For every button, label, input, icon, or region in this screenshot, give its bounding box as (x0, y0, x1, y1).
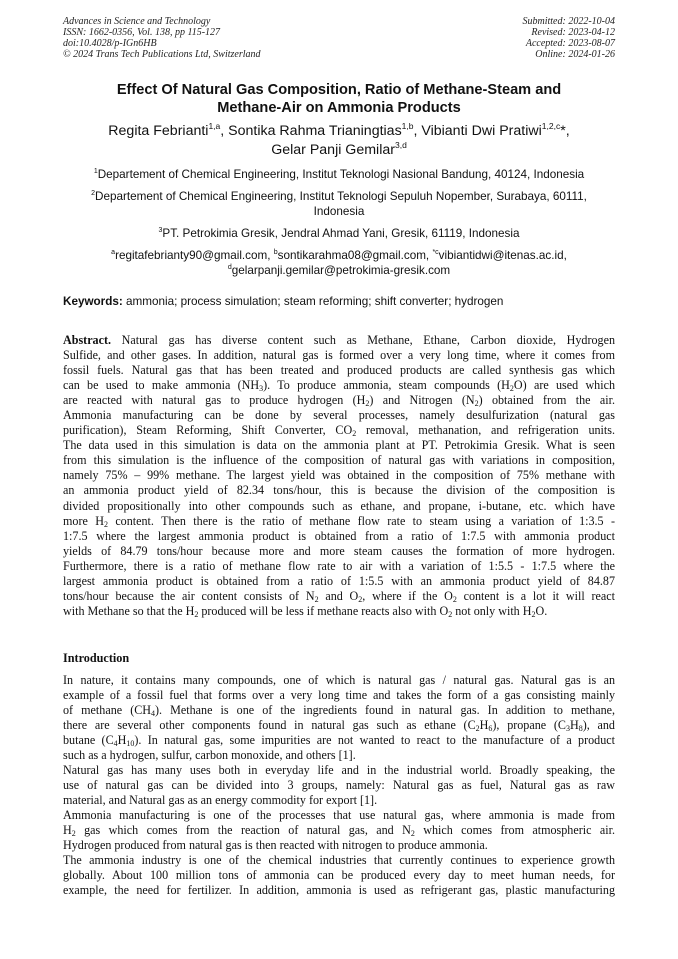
author-affiliation-mark: 1,a (208, 121, 221, 131)
body-line: butane $(C_4H_{10})$. In natural gas, some impurities are not wanted to react to the manufacture of a product (63, 733, 615, 749)
introduction-paragraph-2 (63, 763, 615, 808)
author-affiliation-mark: 1,2,c (541, 121, 561, 131)
journal-header (63, 16, 615, 60)
body-line: material, and Natural gas as an energy commodity for export [1]. (63, 793, 378, 808)
keywords-label: Keywords: (63, 295, 123, 308)
email-link[interactable]: sontikarahma08@gmail.com, (277, 249, 433, 262)
abstract (63, 333, 615, 619)
affiliation-1 (63, 167, 615, 182)
abstract-line: largest ammonia product is obtained from a ratio of 1:5.5 with an ammonia product yield of 84.87 (63, 573, 615, 588)
author-affiliation-mark: 3,d (394, 140, 407, 150)
journal-info (63, 16, 261, 60)
journal-doi[interactable]: doi:10.4028/p-IGn6HB (63, 38, 157, 49)
journal-name: Advances in Science and Technology (63, 16, 211, 27)
author-list: Regita Febrianti$^{1,a}$, Sontika Rahma Trianingtias$^{1,b}$, Vibianti Dwi Pratiwi$^{1,2,c}$*, Gelar Panji Gemilar$^{3,d}$ (108, 121, 570, 158)
abstract-line: yields of 84.79 tons/hour because more and more steam causes the formation of more hydrogen. (63, 543, 615, 558)
author-name: Sontika Rahma Trianingtias (228, 123, 402, 139)
abstract-line: with Methane so that the $H_2$ produced will be less if methane reacts also with $O_2$ not only with $H_2O$. (63, 603, 548, 619)
title-block (63, 81, 615, 278)
email-mark: b (273, 249, 278, 256)
body-line: such as a hydrogen, sulfur, carbon monoxide, and others [1]. (63, 748, 356, 763)
body-line: example of a fossil fuel that forms over a very long time and takes the form of a gas consisting mainly (63, 688, 615, 703)
introduction-paragraph-4 (63, 853, 615, 898)
email-mark: d (227, 264, 232, 271)
date-revised: Revised: 2023-04-12 (531, 27, 615, 38)
paper-title-line-1: Effect Of Natural Gas Composition, Ratio of Methane-Steam and (116, 82, 562, 98)
affiliation-text: Departement of Chemical Engineering, Institut Teknologi Nasional Bandung, 40124, Indonesia (97, 168, 585, 181)
email-mark: a (111, 249, 116, 256)
abstract-line: The data used in this simulation is data on the ammonia plant at PT. Petrokimia Gresik. What is seen (63, 438, 615, 453)
body-line: The ammonia industry is one of the chemical industries that currently continues to experience growth (63, 853, 615, 867)
affiliation-number: 1 (93, 168, 98, 175)
date-online: Online: 2024-01-26 (535, 49, 615, 60)
corresponding-author-mark: * (560, 123, 566, 139)
abstract-line: divided propositionally into other compounds such as ethane, and propane, i-butane, etc. which have (63, 498, 615, 513)
abstract-line: from this simulation is the influence of the composition of natural gas with variations in composition, (63, 453, 615, 468)
abstract-line: can be used to make ammonia $(NH_3)$. To produce ammonia, steam compounds $(H_2O)$ are used which (63, 378, 615, 394)
affiliation-text: Indonesia (313, 205, 365, 218)
author-name: Gelar Panji Gemilar (271, 142, 395, 158)
body-line: use of natural gas can be divided into 3 groups, namely: Natural gas as fuel, Natural gas as raw (63, 778, 615, 793)
body-line: there are several other components found in natural gas such as ethane $(C_2H_6)$, propane $(C_3H_8)$, and (63, 718, 615, 734)
affiliation-2 (63, 189, 615, 219)
keywords-text: ammonia; process simulation; steam reforming; shift converter; hydrogen (122, 295, 504, 308)
body-line: Hydrogen produced from natural gas is then reacted with nitrogen to produce ammonia. (63, 838, 488, 853)
body-line: In nature, it contains many compounds, one of which is natural gas / natural gas. Natural gas is an (63, 673, 615, 687)
abstract-line: namely 75% – 99% methane. The largest yield was obtained in the composition of 75% methane with (63, 468, 615, 483)
email-link[interactable]: regitafebrianty90@gmail.com, (115, 249, 274, 262)
email-mark: *c (432, 249, 439, 256)
abstract-line: Sulfide, and other gases. In addition, natural gas is formed over a very long time, where it comes from (63, 348, 615, 363)
abstract-label: Abstract. (63, 333, 112, 347)
abstract-line: Ammonia manufacturing can be done by several processes, namely desulfurization (natural gas (63, 408, 615, 423)
abstract-line: an ammonia product yield of 82.34 tons/hour, this is because the division of the composition is (63, 483, 615, 498)
affiliation-number: 3 (158, 227, 163, 234)
body-line: example, the need for fertilizer. In addition, ammonia is used as refrigerant gas, plastic manufacturing (63, 883, 615, 898)
abstract-line: are reacted with natural gas to produce hydrogen $(H_2)$ and Nitrogen $(N_2)$ obtained from the air. (63, 393, 615, 409)
author-emails (63, 248, 615, 278)
introduction-paragraph-3 (63, 808, 615, 853)
abstract-line: more $H_2$ content. Then there is the ratio of methane flow rate to steam using a variation of 1:3.5 - (63, 513, 615, 529)
body-line: $H_2$ gas which comes from the reaction of natural gas, and $N_2$ which comes from atmospheric air. (63, 823, 615, 839)
abstract-line: Furthermore, there is a ratio of methane flow rate to air with a variation of 1:5.5 - 1:7.5 where the (63, 558, 615, 573)
paper-title-line-2: Methane-Air on Ammonia Products (217, 100, 461, 116)
affiliation-text: PT. Petrokimia Gresik, Jendral Ahmad Yani, Gresik, 61119, Indonesia (162, 227, 520, 240)
author-name: Regita Febrianti (108, 123, 209, 139)
publication-dates (523, 16, 616, 60)
abstract-line: Abstract. Natural gas has diverse content such as Methane, Ethane, Carbon dioxide, Hydrogen (63, 333, 615, 347)
paper-title (63, 81, 615, 117)
date-submitted: Submitted: 2022-10-04 (522, 16, 615, 27)
affiliation-text: Departement of Chemical Engineering, Institut Teknologi Sepuluh Nopember, Surabaya, 60111, (95, 190, 587, 203)
date-accepted: Accepted: 2023-08-07 (525, 38, 615, 49)
abstract-line: 1:7.5 where the largest ammonia product is obtained from a ratio of 1:7.5 with ammonia product (63, 528, 615, 543)
body-line: Natural gas has many uses both in everyday life and in the industrial world. Broadly speaking, the (63, 763, 615, 777)
section-heading-introduction: Introduction (63, 651, 130, 665)
abstract-line: tons/hour because the air content consists of $N_2$ and $O_2$, where if the $O_2$ content is a lot it will react (63, 588, 616, 604)
keywords (63, 294, 615, 309)
email-link[interactable]: vibiantidwi@itenas.ac.id, (438, 249, 567, 262)
email-link[interactable]: gelarpanji.gemilar@petrokimia-gresik.com (231, 264, 451, 277)
body-line: of methane $(CH_4)$. Methane is one of the ingredients found in natural gas. In addition to methane, (63, 703, 616, 719)
author-name: Vibianti Dwi Pratiwi (421, 123, 542, 139)
abstract-line: fossil fuels. Natural gas that has been treated and produced products are called synthesis gas which (63, 363, 615, 378)
introduction-paragraph-1 (63, 673, 615, 763)
body-line: globally. About 100 million tons of ammonia can be produced every day to meet human needs, for (63, 868, 615, 883)
journal-copyright: © 2024 Trans Tech Publications Ltd, Switzerland (63, 49, 261, 60)
affiliation-3 (63, 226, 615, 241)
abstract-line: purification), Steam Reforming, Shift Converter, $CO_2$ removal, methanation, and refrigeration units. (63, 423, 615, 439)
journal-issn: ISSN: 1662-0356, Vol. 138, pp 115-127 (63, 27, 221, 38)
body-line: Ammonia manufacturing is one of the processes that use natural gas, where ammonia is made from (63, 808, 615, 822)
affiliation-number: 2 (91, 190, 96, 197)
author-affiliation-mark: 1,b (401, 121, 414, 131)
